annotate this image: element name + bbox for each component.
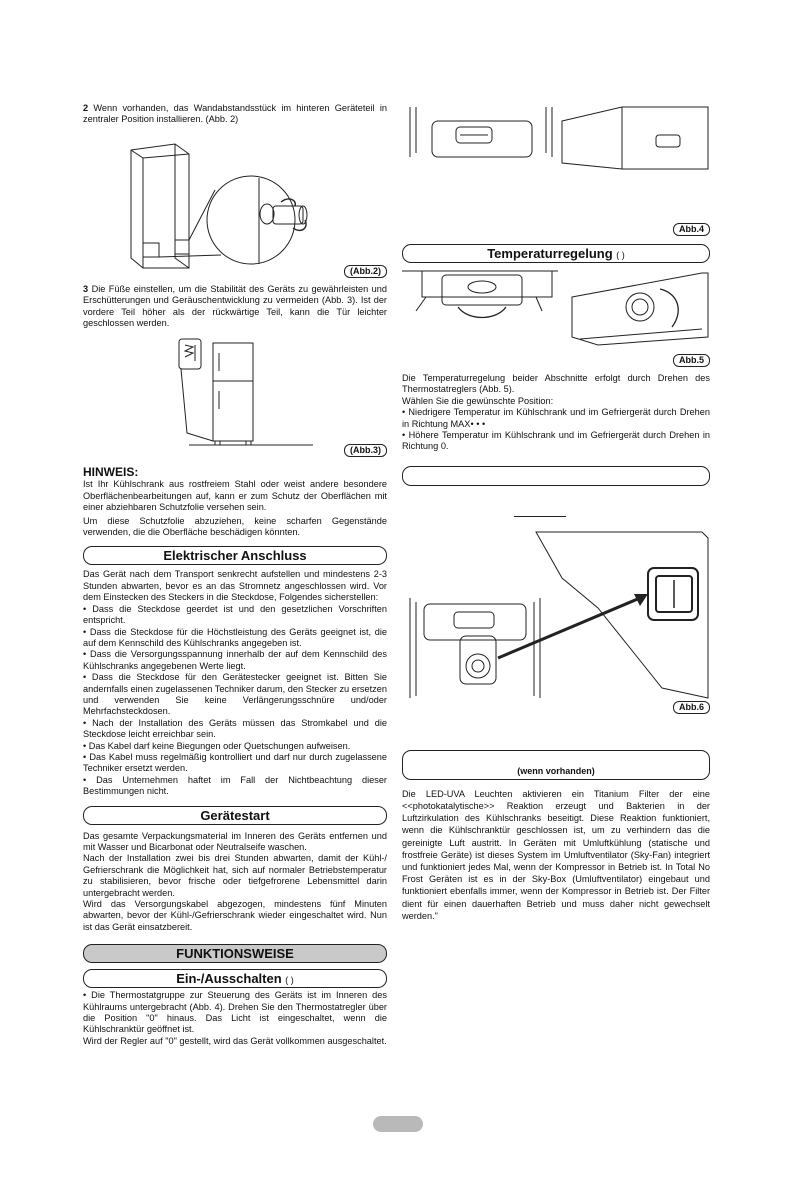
elektrisch-bullet-5: • Nach der Installation des Geräts müssen das Stromkabel und die Steckdose leicht erreichbar sein. [83,717,387,740]
temperatur-paragraph-1: Die Temperaturregelung beider Abschnitte erfolgt durch Drehen des Thermostatreglers (Abb. 5). [402,373,710,395]
figure-abb3 [83,333,387,459]
geraetestart-paragraph-2: Nach der Installation zwei bis drei Stunden abwarten, damit der Kühl-/ Gefrierschrank die Möglichkeit hat, sich auf normaler Betriebstemperatur zu stabilisieren, bevor frische oder tiefgefrorene Lebensmittel darin untergebracht werden. [83,853,387,898]
temperatur-bullet-1: • Niedrigere Temperatur im Kühlschrank und im Gefriergerät durch Drehen in Richtung MAX• • • [402,407,710,429]
elektrisch-intro: Das Gerät nach dem Transport senkrecht aufstellen und mindestens 2-3 Stunden abwarten, bevor es an das Stromnetz angeschlossen wird. Vor dem Einstecken des Steckers in die Steckdose, Folgendes sicherstellen: [83,569,387,603]
figure-abb3-label: (Abb.3) [344,444,387,457]
geraetestart-paragraph-3: Wird das Versorgungskabel abgezogen, mindestens fünf Minuten abwarten, bevor der Kühl-/Gefrierschrank wieder eingeschaltet wird. Nun ist das Gerät einsatzbereit. [83,899,387,932]
thermostat-position-illustration [402,103,710,238]
section-header-funktionsweise: FUNKTIONSWEISE [83,944,387,963]
elektrisch-bullet-6: • Das Kabel darf keine Biegungen oder Quetschungen aufweisen. [83,740,351,751]
temperatur-paragraph-2: Wählen Sie die gewünschte Position: [402,395,554,406]
section-header-geraetestart: Gerätestart [83,806,387,825]
elektrisch-bullet-1: • Dass die Steckdose geerdet ist und den gesetzlichen Vorschriften entspricht. [83,603,387,626]
left-column [83,103,387,1047]
figure-abb5 [402,267,710,369]
hinweis-paragraph-2: Um diese Schutzfolie abzuziehen, keine scharfen Gegenstände verwenden, die die Oberfläche beschädigen könnten. [83,515,387,538]
figure-abb2-label: (Abb.2) [344,265,387,278]
section-header-blank-1 [402,466,710,486]
step3-number: 3 [83,283,89,294]
led-uva-module-illustration [402,528,710,716]
hinweis-title: HINWEIS: [83,465,139,480]
step2-number: 2 [83,103,89,113]
fridge-spacer-illustration [83,130,387,280]
figure-abb2 [83,130,387,280]
right-column [402,103,710,922]
elektrisch-bullet-3: • Dass die Versorgungsspannung innerhalb der auf dem Kennschild des Kühlschranks angegebenen Werte liegt. [83,649,387,671]
section-header-elektrischer-anschluss: Elektrischer Anschluss [83,546,387,565]
hinweis-paragraph-1: Ist Ihr Kühlschrank aus rostfreiem Stahl oder weist andere besondere Oberflächenbearbeitungen auf, kann er zum Schutz der Oberflächen mit einer abziehbaren Schutzfolie versehen sein. [83,479,387,513]
page-number-tab [373,1116,423,1132]
elektrisch-bullet-4: • Dass die Steckdose für den Gerätestecker geeignet ist. Bitten Sie andernfalls einen zugelassenen Techniker darum, den Stecker zu ersetzen und verwenden Sie keine Verlängerungsschnüre und/oder Mehrfachsteckdosen. [83,672,387,717]
fridge-feet-illustration [83,333,387,459]
elektrisch-bullet-8: • Das Unternehmen haftet im Fall der Nichtbeachtung dieser Bestimmungen nicht. [83,774,387,797]
section-header-led-uva [402,750,710,780]
section-header-ein-ausschalten: Ein-/Ausschalten ( ) [83,969,387,988]
temperatur-bullet-2: • Höhere Temperatur im Kühlschrank und im Gefriergerät durch Drehen in Richtung 0. [402,430,710,452]
led-paragraph: Die LED-UVA Leuchten aktivieren ein Titanium Filter der eine <<photokatalytische>> Reaktion erzeugt und Bakterien in der Luftzirkulation des Kühlschranks beseitigt. Diese Reaktion funktioniert, wenn die Kühlschranktür geschlossen ist, um zu verhindern das die gereinigte Luft austritt. In Geräten mit Umluftkühlung (statische und frostfreie Geräte) ist dieses System im Umluftventilator (Sky-Fan) integriert und funktioniert jedes Mal, wenn der Kompressor in Betrieb ist. In Total No Frost Geräten ist es in der Sky-Box (Umluftventilator) eingebaut und funktioniert ebenfalls immer, wenn der Kompressor in Betrieb ist. Der Filter dient für einen dauerhaften Betrieb und muss daher nicht gewechselt werden." [402,788,710,921]
einaus-paragraph-2: Wird der Regler auf "0" gestellt, wird das Gerät vollkommen ausgeschaltet. [83,1035,387,1046]
figure-abb6 [402,528,710,716]
snowflake-icons: • • • [470,418,486,429]
step3-text: 3 Die Füße einstellen, um die Stabilität des Geräts zu gewährleisten und Erschütterungen und Geräuschentwicklung zu vermeiden (Abb. 3). Ist der vordere Teil höher als der rückwärtige Teil, kann die Tür leichter geschlossen werden. [83,283,387,329]
led-section-subtitle: (wenn vorhanden) [517,765,595,776]
figure-abb5-label: Abb.5 [673,354,710,367]
figure-abb4-label: Abb.4 [673,223,710,236]
figure-abb6-label: Abb.6 [673,701,710,714]
blank-underline [514,516,566,524]
step2-text: 2 Wenn vorhanden, das Wandabstandsstück im hinteren Geräteteil in zentraler Position installieren. (Abb. 2) [83,103,387,125]
einaus-paragraph-1: • Die Thermostatgruppe zur Steuerung des Geräts ist im Inneren des Kühlraums untergebracht (Abb. 4). Drehen Sie den Thermostatregler über die Position "0" hinaus. Das Licht ist eingeschaltet, wenn die Kühlschranktür geöffnet ist. [83,990,387,1035]
elektrisch-bullet-2: • Dass die Steckdose für die Höchstleistung des Geräts geeignet ist, die auf dem Kennschild des Kühlschranks angegeben ist. [83,626,387,648]
elektrisch-bullet-7: • Das Kabel muss regelmäßig kontrolliert und darf nur durch zugelassene Techniker ersetzt werden. [83,751,387,774]
geraetestart-paragraph-1: Das gesamte Verpackungsmaterial im Inneren des Geräts entfernen und mit Wasser und Bicarbonat oder Neutralseife waschen. [83,830,387,852]
thermostat-knob-illustration [402,267,710,369]
figure-abb4 [402,103,710,238]
section-header-temperaturregelung: Temperaturregelung ( ) [402,244,710,263]
